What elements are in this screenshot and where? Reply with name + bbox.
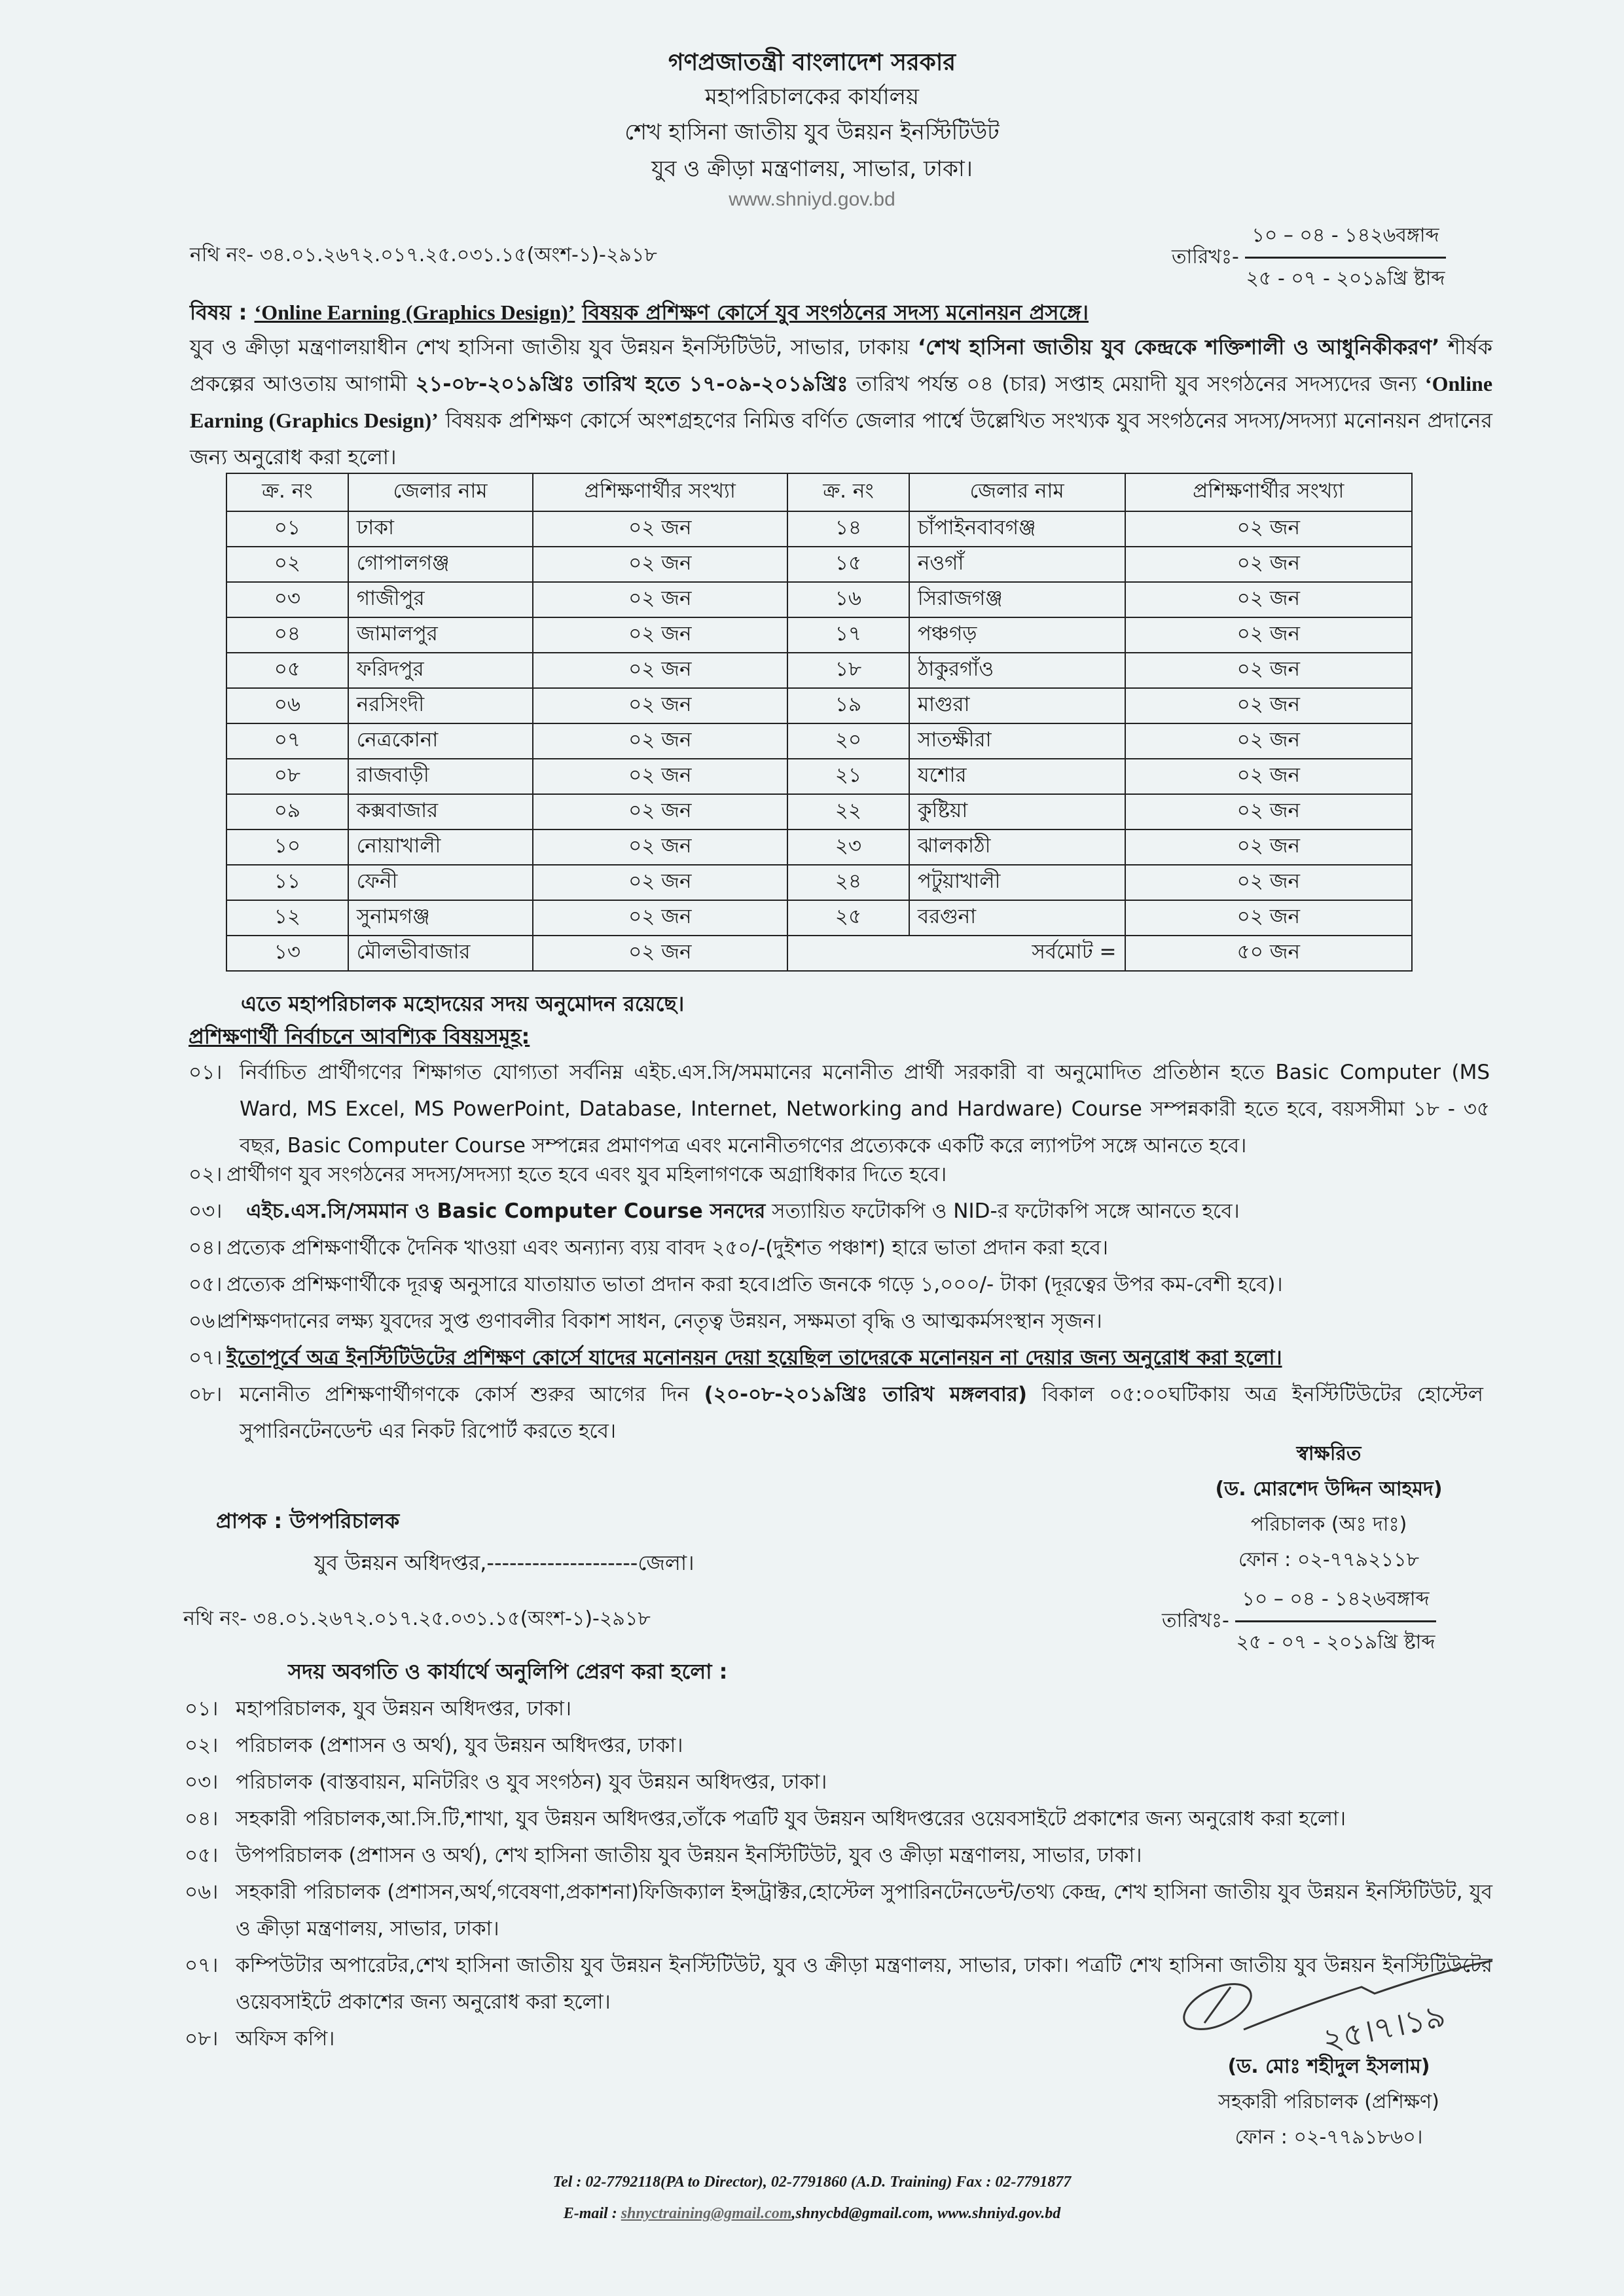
item-text: সত্যায়িত ফটোকপি ও NID-র ফটোকপি সঙ্গে আনতে হবে। [772, 1199, 1240, 1223]
district-cell: বরগুনা [909, 900, 1125, 936]
serial-cell: ২০ [787, 723, 909, 759]
item-number: ০৩। [189, 1199, 223, 1223]
file-no: ৩৪.০১.২৬৭২.০১৭.২৫.০৩১.১৫(অংশ-১)-২৯১৮ [259, 244, 657, 266]
website-link[interactable]: www.shniyd.gov.bd [729, 189, 895, 210]
district-cell: ঠাকুরগাঁও [909, 653, 1125, 688]
item-text: প্রত্যেক প্রশিক্ষণার্থীকে দৈনিক খাওয়া এবং অন্যান্য ব্যয় বাবদ ২৫০/-(দুইশত পঞ্চাশ) হারে ভাতা প্রদান করা হবে। [226, 1236, 1108, 1260]
district-cell: চাঁপাইনবাবগঞ্জ [909, 511, 1125, 547]
district-cell: জামালপুর [348, 617, 533, 653]
serial-cell: ০৯ [226, 794, 348, 829]
item-number: ০৬। [185, 1880, 219, 1904]
table-row [226, 723, 1412, 759]
serial-cell: ১২ [226, 900, 348, 936]
district-cell: কক্সবাজার [348, 794, 533, 829]
trainee-count-cell: ০২ জন [1125, 794, 1412, 829]
serial-cell: ২৫ [787, 900, 909, 936]
trainee-count-cell: ০২ জন [1125, 582, 1412, 617]
item-number: ০৫। [185, 1844, 219, 1867]
table-row [226, 794, 1412, 829]
district-cell: মৌলভীবাজার [348, 936, 533, 971]
date-label: তারিখঃ- [1172, 246, 1239, 268]
table-row [226, 829, 1412, 865]
copy-item [185, 1727, 1500, 1764]
email-label: E-mail : [563, 2205, 617, 2222]
trainee-count-cell: ০২ জন [1125, 547, 1412, 582]
date-english: ২৫ - ০৭ - ২০১৯খ্রি ষ্টাব্দ [1236, 1631, 1435, 1654]
footer-tel: Tel : 02-7792118(PA to Director), 02-7791860 (A.D. Training) Fax : 02-7791877 [552, 2174, 1072, 2191]
district-allocation-table [226, 473, 1413, 972]
item-number: ০৬। [189, 1309, 223, 1333]
signatory-director [1159, 1436, 1499, 1578]
serial-cell: ২১ [787, 759, 909, 794]
district-cell: পঞ্চগড় [909, 617, 1125, 653]
recipient-line: যুব উন্নয়ন অধিদপ্তর,--------------------জেলা। [314, 1550, 695, 1575]
email-rest: ,shnycbd@gmail.com, www.shniyd.gov.bd [791, 2205, 1061, 2222]
signatory-phone: ফোন : ০২-৭৭৯১৮৬০। [1235, 2126, 1423, 2149]
district-cell: নোয়াখালী [348, 829, 533, 865]
table-row [226, 511, 1412, 547]
serial-cell: ১৫ [787, 547, 909, 582]
government-title: গণপ্রজাতন্ত্রী বাংলাদেশ সরকার [668, 49, 956, 76]
header-serial: ক্র. নং [226, 473, 348, 511]
serial-cell: ০৫ [226, 653, 348, 688]
serial-cell: ১৩ [226, 936, 348, 971]
district-cell: পটুয়াখালী [909, 865, 1125, 900]
course-name: ‘Online Earning (Graphics Design)’ [190, 372, 1493, 432]
criteria-item [189, 1339, 1282, 1376]
body-paragraph [190, 329, 1492, 475]
item-number: ০১। [185, 1697, 219, 1721]
table-row [226, 653, 1412, 688]
item-number: ০৭। [189, 1346, 223, 1370]
subject-label: বিষয় : [190, 300, 247, 325]
serial-cell: ১১ [226, 865, 348, 900]
criteria-item [189, 1156, 947, 1193]
item-text: উপপরিচালক (প্রশাসন ও অর্থ), শেখ হাসিনা জাতীয় যুব উন্নয়ন ইনস্টিটিউট, যুব ও ক্রীড়া মন্ত্রণালয়, সাভার, ঢাকা। [236, 1844, 1142, 1867]
copy-heading: সদয় অবগতি ও কার্যার্থে অনুলিপি প্রেরণ করা হলো : [288, 1659, 728, 1684]
item-number: ০৫। [189, 1273, 223, 1296]
ministry-title: যুব ও ক্রীড়া মন্ত্রণালয়, সাভার, ঢাকা। [651, 156, 973, 182]
table-row [226, 617, 1412, 653]
file-no: ৩৪.০১.২৬৭২.০১৭.২৫.০৩১.১৫(অংশ-১)-২৯১৮ [253, 1607, 651, 1630]
serial-cell: ০৭ [226, 723, 348, 759]
memo-file-number [190, 239, 657, 272]
district-cell: সাতক্ষীরা [909, 723, 1125, 759]
trainee-count-cell: ০২ জন [533, 617, 788, 653]
trainee-count-cell: ০২ জন [1125, 511, 1412, 547]
item-number: ০৪। [189, 1236, 223, 1260]
item-text: প্রার্থীগণ যুব সংগঠনের সদস্য/সদস্যা হতে হবে এবং যুব মহিলাগণকে অগ্রাধিকার দিতে হবে। [226, 1163, 947, 1186]
district-cell: মাগুরা [909, 688, 1125, 723]
district-cell: সুনামগঞ্জ [348, 900, 533, 936]
signatory-name: (ড. মোঃ শহীদুল ইসলাম) [1227, 2055, 1430, 2078]
serial-cell: ০২ [226, 547, 348, 582]
header-trainees: প্রশিক্ষণার্থীর সংখ্যা [1125, 473, 1412, 511]
signatory-name: (ড. মোরশেদ উদ্দিন আহমদ) [1215, 1478, 1443, 1501]
district-cell: গাজীপুর [348, 582, 533, 617]
signatory-designation: পরিচালক (অঃ দাঃ) [1250, 1513, 1407, 1536]
header-district: জেলার নাম [348, 473, 533, 511]
date-fraction [1235, 1583, 1435, 1660]
item-text: অফিস কপি। [236, 2027, 335, 2050]
trainee-count-cell: ০২ জন [533, 936, 788, 971]
item-text: সহকারী পরিচালক (প্রশাসন,অর্থ,গবেষণা,প্রকাশনা)ফিজিক্যাল ইন্সট্রাক্টর,হোস্টেল সুপারিনটেনডেন্ট/তথ্য কেন্দ্র, শেখ হাসিনা জাতীয় যুব উন্নয়ন ইনস্টিটিউট, যুব ও ক্রীড়া মন্ত্রণালয়, সাভার, ঢাকা। [236, 1880, 1492, 1941]
date-fraction [1245, 219, 1445, 296]
district-cell: নরসিংদী [348, 688, 533, 723]
date-label: তারিখঃ- [1162, 1609, 1229, 1632]
date-bangla: ১০ – ০৪ - ১৪২৬বঙ্গাব্দ [1235, 1583, 1435, 1622]
trainee-count-cell: ০২ জন [533, 794, 788, 829]
signed-label: স্বাক্ষরিত [1296, 1442, 1362, 1465]
trainee-count-cell: ০২ জন [533, 582, 788, 617]
item-number: ০৩। [185, 1770, 219, 1794]
course-dates: ২১-০৮-২০১৯খ্রিঃ তারিখ হতে ১৭-০৯-২০১৯খ্রিঃ [415, 371, 848, 396]
table-row [226, 547, 1412, 582]
trainee-count-cell: ০২ জন [533, 829, 788, 865]
item-number: ০২। [189, 1163, 223, 1186]
item-text-bold: এইচ.এস.সি/সমমান ও Basic Computer Course সনদের [246, 1199, 766, 1223]
total-value: ৫০ জন [1125, 936, 1412, 971]
district-cell: নওগাঁ [909, 547, 1125, 582]
criteria-item [189, 1230, 1108, 1266]
footer-email [0, 2205, 1624, 2223]
item-number: ০২। [185, 1734, 219, 1757]
criteria-item [189, 1266, 1283, 1303]
serial-cell: ০৪ [226, 617, 348, 653]
file-label: নথি নং- [190, 244, 254, 266]
trainee-count-cell: ০২ জন [533, 511, 788, 547]
table-row [226, 759, 1412, 794]
item-text: মনোনীত প্রশিক্ষণার্থীগণকে কোর্স শুরুর আগের দিন [240, 1383, 690, 1406]
subject-text: বিষয়ক প্রশিক্ষণ কোর্সে যুব সংগঠনের সদস্য মনোনয়ন প্রসঙ্গে। [582, 300, 1089, 325]
district-cell: ফরিদপুর [348, 653, 533, 688]
date-bangla: ১০ – ০৪ - ১৪২৬বঙ্গাব্দ [1245, 219, 1445, 259]
trainee-count-cell: ০২ জন [1125, 759, 1412, 794]
copy-item [185, 1764, 1500, 1800]
item-number: ০৪। [185, 1807, 219, 1831]
trainee-count-cell: ০২ জন [533, 723, 788, 759]
item-number: ০১। [189, 1061, 223, 1084]
serial-cell: ০৬ [226, 688, 348, 723]
body-text-4: বিষয়ক প্রশিক্ষণ কোর্সে অংশগ্রহণের নিমিত্ত বর্ণিত জেলার পার্শ্বে উল্লেখিত সংখ্যক যুব সংগঠনের সদস্য/সদস্যা মনোনয়ন প্রদানের জন্য অনুরোধ করা হলো। [190, 408, 1493, 469]
file-label: নথি নং- [183, 1607, 247, 1630]
copy-item [185, 1874, 1500, 1947]
trainee-count-cell: ০২ জন [1125, 723, 1412, 759]
trainee-count-cell: ০২ জন [1125, 900, 1412, 936]
header-serial: ক্র. নং [787, 473, 909, 511]
item-text: কম্পিউটার অপারেটর,শেখ হাসিনা জাতীয় যুব উন্নয়ন ইনস্টিটিউট, যুব ও ক্রীড়া মন্ত্রণালয়, সাভার, ঢাকা। পত্রটি শেখ হাসিনা জাতীয় যুব উন্নয়ন ইনস্টিটিউটের ওয়েবসাইটে প্রকাশের জন্য অনুরোধ করা হলো। [236, 1954, 1492, 2014]
district-cell: ঢাকা [348, 511, 533, 547]
trainee-count-cell: ০২ জন [1125, 688, 1412, 723]
serial-cell: ২৩ [787, 829, 909, 865]
recipient-label: প্রাপক : উপপরিচালক [216, 1508, 400, 1533]
criteria-heading: প্রশিক্ষণার্থী নির্বাচনে আবশ্যিক বিষয়সমূহ: [189, 1024, 530, 1049]
trainee-count-cell: ০২ জন [1125, 865, 1412, 900]
serial-cell: ০৩ [226, 582, 348, 617]
serial-cell: ২৪ [787, 865, 909, 900]
serial-cell: ১৮ [787, 653, 909, 688]
trainee-count-cell: ০২ জন [533, 547, 788, 582]
signatory-phone: ফোন : ০২-৭৭৯২১১৮ [1238, 1548, 1420, 1571]
serial-cell: ২২ [787, 794, 909, 829]
total-label: সর্বমোট = [787, 936, 1125, 971]
serial-cell: ১৪ [787, 511, 909, 547]
signatory-assistant-director [1159, 2049, 1499, 2155]
table-row [226, 865, 1412, 900]
criteria-item [189, 1054, 1498, 1164]
institute-title: শেখ হাসিনা জাতীয় যুব উন্নয়ন ইনস্টিটিউট [624, 119, 1000, 145]
handwritten-date: ২৫।৭।১৯ [1319, 1997, 1449, 2060]
item-number: ০৮। [189, 1383, 223, 1406]
serial-cell: ১৭ [787, 617, 909, 653]
report-date: (২০-০৮-২০১৯খ্রিঃ তারিখ মঙ্গলবার) [704, 1383, 1028, 1406]
item-text-bold: ইতোপূর্বে অত্র ইনস্টিটিউটের প্রশিক্ষণ কোর্সে যাদের মনোনয়ন দেয়া হয়েছিল তাদেরকে মনোনয়ন না দেয়ার জন্য অনুরোধ করা হলো। [226, 1346, 1282, 1370]
item-text: পরিচালক (বাস্তবায়ন, মনিটরিং ও যুব সংগঠন) যুব উন্নয়ন অধিদপ্তর, ঢাকা। [236, 1770, 827, 1794]
header-trainees: প্রশিক্ষণার্থীর সংখ্যা [533, 473, 788, 511]
copy-item [185, 1837, 1500, 1874]
table-header-row [226, 473, 1412, 511]
district-cell: কুষ্টিয়া [909, 794, 1125, 829]
serial-cell: ১৯ [787, 688, 909, 723]
subject-line [190, 296, 1089, 331]
serial-cell: ০১ [226, 511, 348, 547]
table-row [226, 688, 1412, 723]
subject-course: ‘Online Earning (Graphics Design)’ [254, 301, 575, 324]
signatory-designation: সহকারী পরিচালক (প্রশিক্ষণ) [1218, 2090, 1439, 2113]
trainee-count-cell: ০২ জন [1125, 829, 1412, 865]
copy-item [185, 1800, 1500, 1837]
header-district: জেলার নাম [909, 473, 1125, 511]
trainee-count-cell: ০২ জন [533, 865, 788, 900]
district-cell: নেত্রকোনা [348, 723, 533, 759]
criteria-item [189, 1193, 1240, 1230]
copy-item [185, 1690, 1500, 1727]
office-title: মহাপরিচালকের কার্যালয় [704, 84, 920, 110]
table-row [226, 900, 1412, 936]
district-cell: গোপালগঞ্জ [348, 547, 533, 582]
memo-date [1172, 219, 1446, 296]
table-row-total [226, 936, 1412, 971]
trainee-count-cell: ০২ জন [533, 759, 788, 794]
trainee-count-cell: ০২ জন [1125, 617, 1412, 653]
district-cell: রাজবাড়ী [348, 759, 533, 794]
email-link[interactable]: shnyctraining@gmail.com [621, 2205, 792, 2222]
item-number: ০৮। [185, 2027, 219, 2050]
district-cell: যশোর [909, 759, 1125, 794]
district-cell: ঝালকাঠী [909, 829, 1125, 865]
district-cell: ফেনী [348, 865, 533, 900]
serial-cell: ১০ [226, 829, 348, 865]
serial-cell: ১৬ [787, 582, 909, 617]
item-text: নির্বাচিত প্রার্থীগণের শিক্ষাগত যোগ্যতা সর্বনিম্ন এইচ.এস.সি/সমমানের মনোনীত প্রার্থী সরকারী বা অনুমোদিত প্রতিষ্ঠান হতে Basic Computer (MS Ward, MS Excel, MS PowerPoint, Database, Internet, Networking and Hardware) Course সম্পন্নকারী হতে হবে, বয়সসীমা ১৮ - ৩৫ বছর, Basic Computer Course সম্পন্নের প্রমাণপত্র এবং মনোনীতগণের প্রত্যেককে একটি করে ল্যাপটপ সঙ্গে আনতে হবে। [240, 1061, 1490, 1157]
body-text-1: যুব ও ক্রীড়া মন্ত্রণালয়াধীন শেখ হাসিনা জাতীয় যুব উন্নয়ন ইনস্টিটিউট, সাভার, ঢাকায় [190, 335, 910, 359]
item-text: প্রশিক্ষণদানের লক্ষ্য যুবদের সুপ্ত গুণাবলীর বিকাশ সাধন, নেতৃত্ব উন্নয়ন, সক্ষমতা বৃদ্ধি ও আত্মকর্মসংস্থান সৃজন। [220, 1309, 1102, 1333]
item-number: ০৭। [185, 1954, 219, 1977]
body-text-2: শীর্ষক প্রকল্পের আওতায় আগামী [190, 335, 1493, 396]
item-text-2: বিকাল ০৫:০০ঘটিকায় অত্র ইনস্টিটিউটের হোস্টেল সুপারিনটেনডেন্ট এর নিকট রিপোর্ট করতে হবে। [240, 1383, 1483, 1443]
trainee-count-cell: ০২ জন [533, 900, 788, 936]
body-text-3: তারিখ পর্যন্ত ০৪ (চার) সপ্তাহ মেয়াদী যুব সংগঠনের সদস্যদের জন্য [856, 371, 1417, 396]
table-row [226, 582, 1412, 617]
trainee-count-cell: ০২ জন [533, 688, 788, 723]
date-english: ২৫ - ০৭ - ২০১৯খ্রি ষ্টাব্দ [1246, 267, 1445, 290]
item-text: মহাপরিচালক, যুব উন্নয়ন অধিদপ্তর, ঢাকা। [236, 1697, 571, 1721]
copy-file-number [183, 1603, 651, 1636]
district-cell: সিরাজগঞ্জ [909, 582, 1125, 617]
approval-note: এতে মহাপরিচালক মহোদয়ের সদয় অনুমোদন রয়েছে। [241, 991, 685, 1016]
item-text: সহকারী পরিচালক,আ.সি.টি,শাখা, যুব উন্নয়ন অধিদপ্তর,তাঁকে পত্রটি যুব উন্নয়ন অধিদপ্তরের ওয়েবসাইটে প্রকাশের জন্য অনুরোধ করা হলো। [236, 1807, 1346, 1831]
criteria-item [189, 1303, 1102, 1339]
project-name: ‘শেখ হাসিনা জাতীয় যুব কেন্দ্রকে শক্তিশালী ও আধুনিকীকরণ’ [918, 335, 1440, 359]
copy-date [1162, 1583, 1436, 1660]
trainee-count-cell: ০২ জন [1125, 653, 1412, 688]
trainee-count-cell: ০২ জন [533, 653, 788, 688]
item-text: পরিচালক (প্রশাসন ও অর্থ), যুব উন্নয়ন অধিদপ্তর, ঢাকা। [236, 1734, 683, 1757]
item-text: প্রত্যেক প্রশিক্ষণার্থীকে দূরত্ব অনুসারে যাতায়াত ভাতা প্রদান করা হবে।প্রতি জনকে গড়ে ১,০০০/- টাকা (দূরত্বের উপর কম-বেশী হবে)। [226, 1273, 1283, 1296]
serial-cell: ০৮ [226, 759, 348, 794]
